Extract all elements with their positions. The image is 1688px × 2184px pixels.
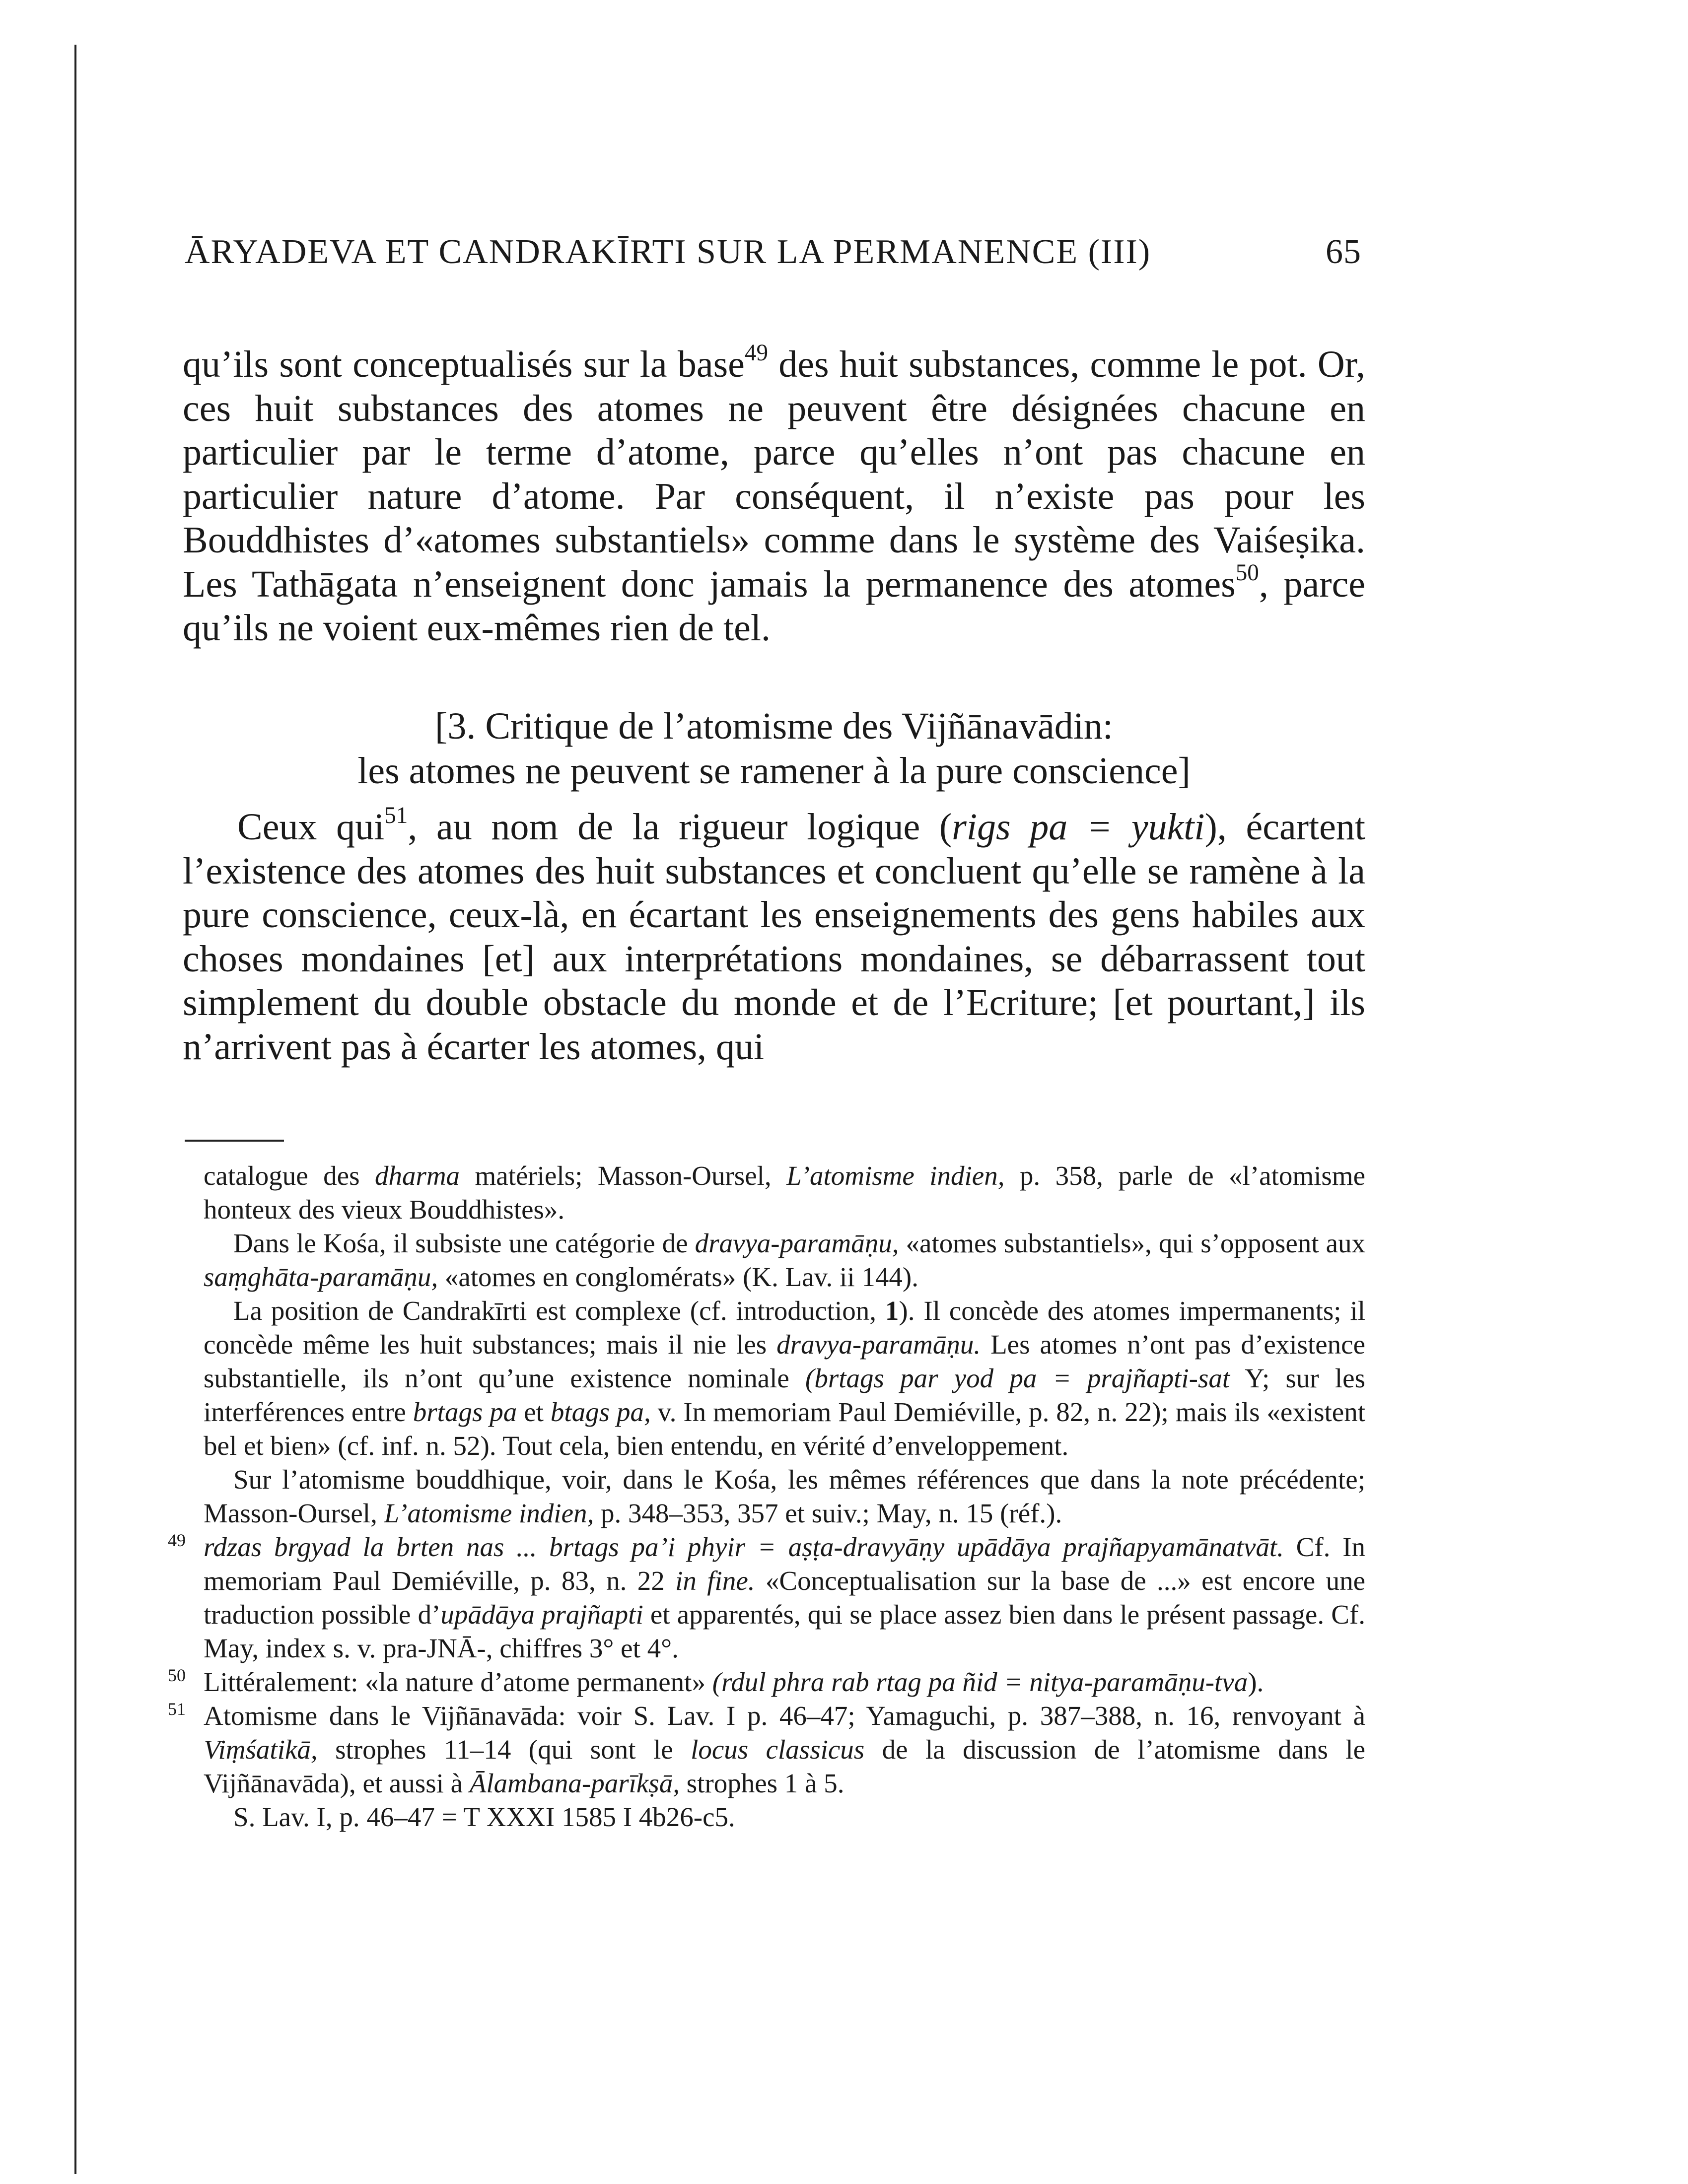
- italic-term: dravya-paramāṇu,: [695, 1228, 899, 1258]
- footnote-paragraph-position: [204, 1294, 1365, 1463]
- text-span: «atomes en conglomérats» (K. Lav. ii 144).: [438, 1262, 918, 1292]
- text-span: ). Il concède des atomes impermanents; il concède même les huit substances; mais il nie les: [204, 1296, 1365, 1360]
- footnote-ref-49[interactable]: 49: [744, 340, 768, 366]
- italic-term: dharma: [374, 1160, 460, 1191]
- italic-term: dravya-paramāṇu.: [776, 1329, 981, 1360]
- footnote-continuation: [204, 1159, 1365, 1227]
- body-paragraph-1: [183, 342, 1365, 650]
- italic-term: Ālambana-parīkṣā,: [469, 1768, 680, 1798]
- text-span: «Conceptualisation sur la base de ...» est encore une traduction possible d’: [204, 1566, 1365, 1630]
- section-heading: [183, 704, 1365, 793]
- text-span: ), écartent l’existence des atomes des huit substances et concluent qu’elle se ramène à la pure conscience, ceux-là, en écartant les enseignements des gens habiles aux choses mondaines [et] aux interprétations mondaines, se débarrassent tout simplement du double obstacle du monde et de l’Ecriture; [et pourtant,] ils n’arrivent pas à écarter les atomes, qui: [183, 806, 1366, 1068]
- text-span: Sur l’atomisme bouddhique, voir, dans le Kośa, les mêmes références que dans la note précédente; Masson-Oursel,: [204, 1464, 1365, 1528]
- running-title: ĀRYADEVA ET CANDRAKĪRTI SUR LA PERMANENCE (III): [185, 233, 1151, 271]
- italic-term: rigs pa = yukti: [952, 806, 1205, 848]
- bold-ref: 1: [885, 1296, 899, 1326]
- running-header: [185, 232, 1361, 272]
- text-span: catalogue des: [204, 1160, 375, 1191]
- text-span: de la discussion de l’atomisme dans le Vijñānavāda), et aussi à: [204, 1734, 1365, 1798]
- text-span: Les atomes n’ont pas d’existence substantielle, ils n’ont qu’une existence nominale: [204, 1329, 1365, 1393]
- footnote-paragraph-kosa: [204, 1227, 1365, 1294]
- footnote-number-50: 50: [168, 1665, 186, 1685]
- footnote-50: [168, 1665, 1365, 1699]
- binding-edge-line: [74, 45, 76, 2174]
- italic-term: locus classicus: [691, 1734, 865, 1765]
- footnote-49: [168, 1530, 1365, 1665]
- italic-term: upādāya prajñapti: [440, 1599, 643, 1630]
- section-heading-line-1: [3. Critique de l’atomisme des Vijñānavādin:: [435, 705, 1113, 747]
- text-span: , parce qu’ils ne voient eux-mêmes rien de tel.: [183, 563, 1365, 649]
- text-span: et: [517, 1397, 551, 1427]
- text-span: «atomes substantiels», qui s’opposent aux: [899, 1228, 1365, 1258]
- text-span: et apparentés, qui se place assez bien dans le présent passage. Cf. May, index s. v. pra-JNĀ-, chiffres 3° et 4°.: [204, 1599, 1365, 1663]
- text-span: p. 358, parle de «l’atomisme honteux des vieux Bouddhistes».: [204, 1160, 1366, 1225]
- text-span: qu’ils sont conceptualisés sur la base: [183, 343, 745, 385]
- text-span: Ceux qui: [237, 806, 385, 848]
- text-span: strophes 1 à 5.: [679, 1768, 844, 1798]
- footnote-reference-slav: S. Lav. I, p. 46–47 = T XXXI 1585 I 4b26-c5.: [233, 1802, 735, 1832]
- footnote-number-51: 51: [168, 1699, 186, 1719]
- text-span: Atomisme dans le Vijñānavāda: voir S. Lav. I p. 46–47; Yamaguchi, p. 387–388, n. 16, renvoyant à: [204, 1701, 1365, 1731]
- text-span: des huit substances, comme le pot. Or, ces huit substances des atomes ne peuvent être désignées chacune en particulier par le terme d’atome, parce qu’elles n’ont pas chacune en particulier nature d’atome. Par conséquent, il n’existe pas pour les Bouddhistes d’«atomes substantiels» comme dans le système des Vaiśeṣika. Les Tathāgata n’enseignent donc jamais la permanence des atomes: [183, 343, 1365, 605]
- text-span: Littéralement: «la nature d’atome permanent»: [204, 1667, 712, 1697]
- footnote-ref-50[interactable]: 50: [1235, 559, 1259, 586]
- italic-term: (brtags par yod pa = prajñapti-sat: [805, 1363, 1230, 1393]
- text-span: strophes 11–14 (qui sont le: [317, 1734, 691, 1765]
- footnote-ref-51[interactable]: 51: [384, 803, 408, 829]
- text-span: Y; sur les interférences entre: [204, 1363, 1365, 1427]
- italic-term: brtags pa: [413, 1397, 517, 1427]
- footnote-separator: [185, 1140, 284, 1142]
- footnotes: [168, 1159, 1366, 1834]
- footnote-number-49: 49: [168, 1530, 186, 1550]
- body-paragraph-2: [183, 805, 1365, 1069]
- text-span: p. 348–353, 357 et suiv.; May, n. 15 (réf.).: [594, 1498, 1062, 1528]
- text-span: v. In memoriam Paul Demiéville, p. 82, n. 22); mais ils «existent bel et bien» (cf. inf. n. 52). Tout cela, bien entendu, en vérité d’enveloppement.: [204, 1397, 1365, 1461]
- italic-term: saṃghāta-paramāṇu,: [204, 1262, 438, 1292]
- text-span: Cf. In memoriam Paul Demiéville, p. 83, n. 22: [204, 1532, 1365, 1596]
- footnote-paragraph-atomisme: [204, 1463, 1365, 1530]
- italic-term: L’atomisme indien,: [384, 1498, 594, 1528]
- text-span: , au nom de la rigueur logique (: [408, 806, 952, 848]
- italic-term: L’atomisme indien,: [786, 1160, 1005, 1191]
- italic-term: (rdul phra rab rtag pa ñid = nitya-paramāṇu-tva: [712, 1667, 1248, 1697]
- italic-term: Viṃśatikā,: [204, 1734, 318, 1765]
- text-span: ).: [1248, 1667, 1264, 1697]
- section-heading-line-2: les atomes ne peuvent se ramener à la pure conscience]: [357, 750, 1191, 792]
- text-span: Dans le Kośa, il subsiste une catégorie de: [233, 1228, 695, 1258]
- page-number: 65: [1326, 233, 1361, 271]
- footnote-51: [168, 1699, 1365, 1800]
- text-span: matériels; Masson-Oursel,: [460, 1160, 787, 1191]
- text-span: La position de Candrakīrti est complexe (cf. introduction,: [233, 1296, 885, 1326]
- italic-term: rdzas brgyad la brten nas ... brtags pa’i phyir = aṣṭa-dravyāṇy upādāya prajñapyamānatvāt.: [204, 1532, 1284, 1562]
- italic-term: btags pa,: [550, 1397, 651, 1427]
- italic-term: in fine.: [675, 1566, 755, 1596]
